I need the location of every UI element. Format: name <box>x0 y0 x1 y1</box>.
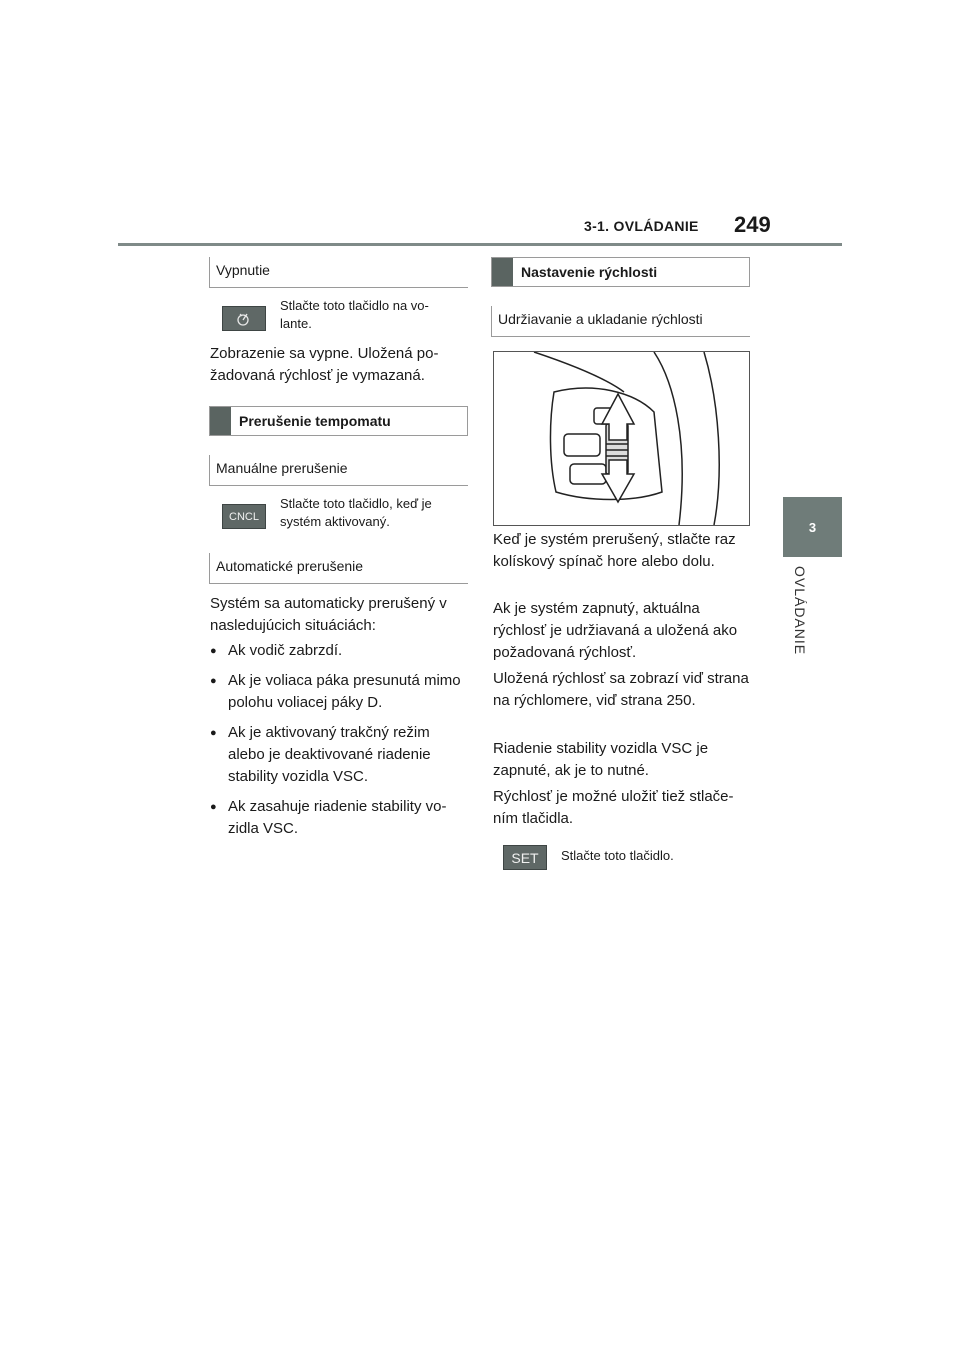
heading-bar <box>492 258 513 286</box>
list-item: ● Ak vodič zabrzdí. <box>210 640 466 662</box>
steering-wheel-rocker-switch-illustration <box>494 352 749 525</box>
cruise-button-image <box>222 306 266 331</box>
subheading-vypnutie: Vypnutie <box>209 257 468 288</box>
chapter-tab <box>783 497 842 557</box>
chapter-number: 3 <box>808 519 817 535</box>
steering-wheel-cruise-icon <box>235 310 253 328</box>
heading-prerusenie <box>209 406 468 436</box>
set-label: SET <box>511 849 539 866</box>
cncl-button-image <box>222 504 266 529</box>
set-button-image <box>503 845 547 870</box>
right-para-5: Rýchlosť je možné uložiť tiež stlače-ním tlačidla. <box>493 788 734 827</box>
subheading-manual: Manuálne prerušenie <box>209 455 468 486</box>
heading-nastavenie <box>491 257 750 287</box>
right-para-2: Ak je systém zapnutý, aktuálna rýchlosť je udržiavaná a uložená ako požadovaná rýchlosť. <box>493 600 738 661</box>
header-rule <box>118 243 842 246</box>
auto-bullet-list <box>210 640 466 848</box>
vypnutie-paragraph: Zobrazenie sa vypne. Uložená po-žadovaná rýchlosť je vymazaná. <box>210 345 439 384</box>
page-number: 249 <box>734 212 771 237</box>
right-para-4: Riadenie stability vozidla VSC je zapnuté, ak je to nutné. <box>493 740 709 779</box>
right-para-1: Keď je systém prerušený, stlačte raz kolískový spínač hore alebo dolu. <box>493 531 736 570</box>
cncl-text: Stlačte toto tlačidlo, keď je systém aktivovaný. <box>280 496 432 529</box>
list-item: ● Ak zasahuje riadenie stability vo-zidla VSC. <box>210 796 466 840</box>
rocker-switch-figure <box>493 351 750 526</box>
right-para-3: Uložená rýchlosť sa zobrazí viď strana na rýchlomere, viď strana 250. <box>493 670 749 709</box>
subheading-udrziavanie: Udržiavanie a ukladanie rýchlosti <box>491 306 750 337</box>
list-item: ● Ak je aktivovaný trakčný režim alebo je deaktivované riadenie stability vozidla VSC. <box>210 722 466 788</box>
set-text: Stlačte toto tlačidlo. <box>561 848 674 863</box>
section-title: 3-1. OVLÁDANIE <box>584 218 699 234</box>
heading-text: Nastavenie rýchlosti <box>521 264 658 280</box>
cncl-label: CNCL <box>229 510 259 523</box>
subheading-auto: Automatické prerušenie <box>209 553 468 584</box>
chapter-label: OVLÁDANIE <box>792 566 808 656</box>
auto-intro: Systém sa automaticky prerušený v nasledujúcich situáciách: <box>210 595 447 634</box>
heading-text: Prerušenie tempomatu <box>239 413 391 429</box>
heading-bar <box>210 407 231 435</box>
list-item: ● Ak je voliaca páka presunutá mimo polohu voliacej páky D. <box>210 670 466 714</box>
vypnutie-button-text: Stlačte toto tlačidlo na vo-lante. <box>280 298 429 331</box>
